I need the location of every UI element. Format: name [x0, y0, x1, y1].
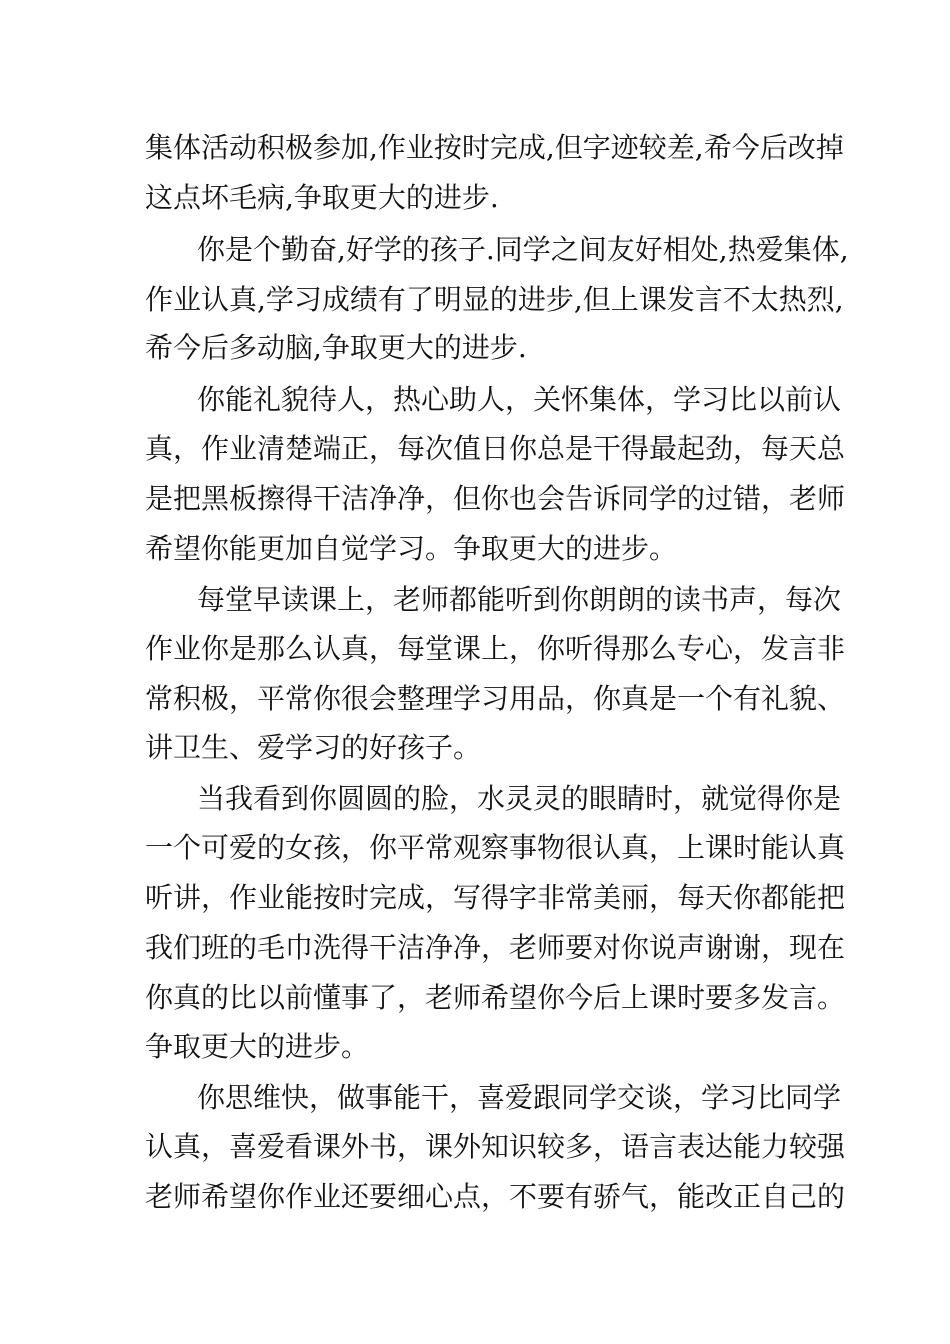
text-line: 常积极，平常你很会整理学习用品，你真是一个有礼貌、 [145, 682, 846, 715]
text-line: 希今后多动脑,争取更大的进步. [145, 331, 527, 364]
text-line: 希望你能更加自觉学习。争取更大的进步。 [145, 532, 678, 565]
paragraph-first-line: 每堂早读课上，老师都能听到你朗朗的读书声，每次 [197, 583, 842, 616]
paragraph-first-line: 你思维快，做事能干，喜爱跟同学交谈，学习比同学 [197, 1081, 842, 1114]
text-line: 这点坏毛病,争取更大的进步. [145, 181, 499, 214]
paragraph-first-line: 你是个勤奋,好学的孩子.同学之间友好相处,热爱集体, [197, 233, 849, 266]
text-line: 集体活动积极参加,作业按时完成,但字迹较差,希今后改掉 [145, 131, 844, 164]
text-line: 认真，喜爱看课外书，课外知识较多，语言表达能力较强 [145, 1130, 846, 1163]
text-line: 是把黑板擦得干洁净净，但你也会告诉同学的过错，老师 [145, 482, 846, 515]
text-line: 讲卫生、爱学习的好孩子。 [145, 731, 482, 764]
text-line: 老师希望你作业还要细心点，不要有骄气，能改正自己的 [145, 1180, 846, 1213]
text-line: 我们班的毛巾洗得干洁净净，老师要对你说声谢谢，现在 [145, 931, 846, 964]
text-line: 听讲，作业能按时完成，写得字非常美丽，每天你都能把 [145, 881, 846, 914]
text-line: 争取更大的进步。 [145, 1030, 370, 1063]
paragraph-first-line: 你能礼貌待人，热心助人，关怀集体，学习比以前认 [197, 383, 842, 416]
paragraph-first-line: 当我看到你圆圆的脸，水灵灵的眼睛时，就觉得你是 [197, 782, 842, 815]
text-line: 作业认真,学习成绩有了明显的进步,但上课发言不太热烈, [145, 283, 844, 316]
text-line: 你真的比以前懂事了，老师希望你今后上课时要多发言。 [145, 981, 846, 1014]
text-line: 作业你是那么认真，每堂课上，你听得那么专心，发言非 [145, 632, 846, 665]
text-line: 一个可爱的女孩，你平常观察事物很认真，上课时能认真 [145, 831, 846, 864]
text-line: 真，作业清楚端正，每次值日你总是干得最起劲，每天总 [145, 432, 846, 465]
